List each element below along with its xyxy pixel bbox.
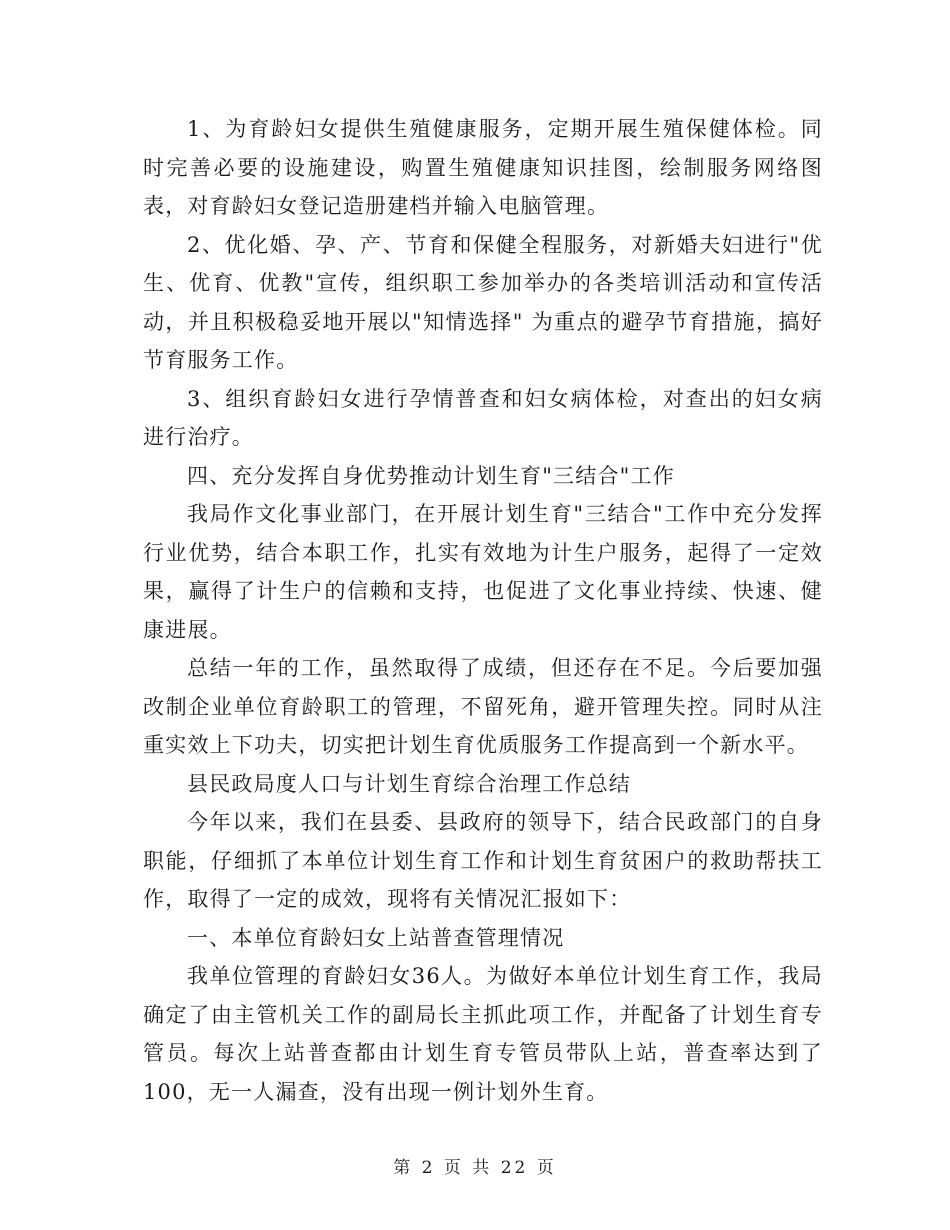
paragraph-service-2: 2、优化婚、孕、产、节育和保健全程服务，对新婚夫妇进行"优生、优育、优教"宣传，组织职工参加举办的各类培训活动和宣传活动，并且积极稳妥地开展以"知情选择" 为重点的避孕节育措施，搞好节育服务工作。	[143, 232, 823, 372]
section-heading-one: 一、本单位育龄妇女上站普查管理情况	[187, 925, 565, 950]
page-number-footer: 第 2 页 共 22 页	[393, 1158, 557, 1178]
document-title: 县民政局度人口与计划生育综合治理工作总结	[187, 771, 631, 796]
paragraph-service-3: 3、组织育龄妇女进行孕情普查和妇女病体检，对查出的妇女病进行治疗。	[143, 386, 823, 449]
paragraph-management: 我单位管理的育龄妇女36人。为做好本单位计划生育工作，我局确定了由主管机关工作的副局长主抓此项工作，并配备了计划生育专管员。每次上站普查都由计划生育专管员带队上站，普查率达到了100，无一人漏查，没有出现一例计划外生育。	[143, 964, 823, 1104]
paragraph-service-1: 1、为育龄妇女提供生殖健康服务，定期开展生殖保健体检。同时完善必要的设施建设，购置生殖健康知识挂图，绘制服务网络图表，对育龄妇女登记造册建档并输入电脑管理。	[143, 117, 823, 218]
paragraph-year-summary: 总结一年的工作，虽然取得了成绩，但还存在不足。今后要加强改制企业单位育龄职工的管理，不留死角，避开管理失控。同时从注重实效上下功夫，切实把计划生育优质服务工作提高到一个新水平。	[143, 656, 823, 757]
paragraph-culture-bureau: 我局作文化事业部门，在开展计划生育"三结合"工作中充分发挥行业优势，结合本职工作，扎实有效地为计生户服务，起得了一定效果，赢得了计生户的信赖和支持，也促进了文化事业持续、快速、健康进展。	[143, 502, 823, 642]
paragraph-intro: 今年以来，我们在县委、县政府的领导下，结合民政部门的自身职能，仔细抓了本单位计划生育工作和计划生育贫困户的救助帮扶工作，取得了一定的成效，现将有关情况汇报如下：	[143, 810, 823, 911]
section-heading-four: 四、充分发挥自身优势推动计划生育"三结合"工作	[187, 463, 675, 488]
document-body	[143, 110, 823, 1111]
